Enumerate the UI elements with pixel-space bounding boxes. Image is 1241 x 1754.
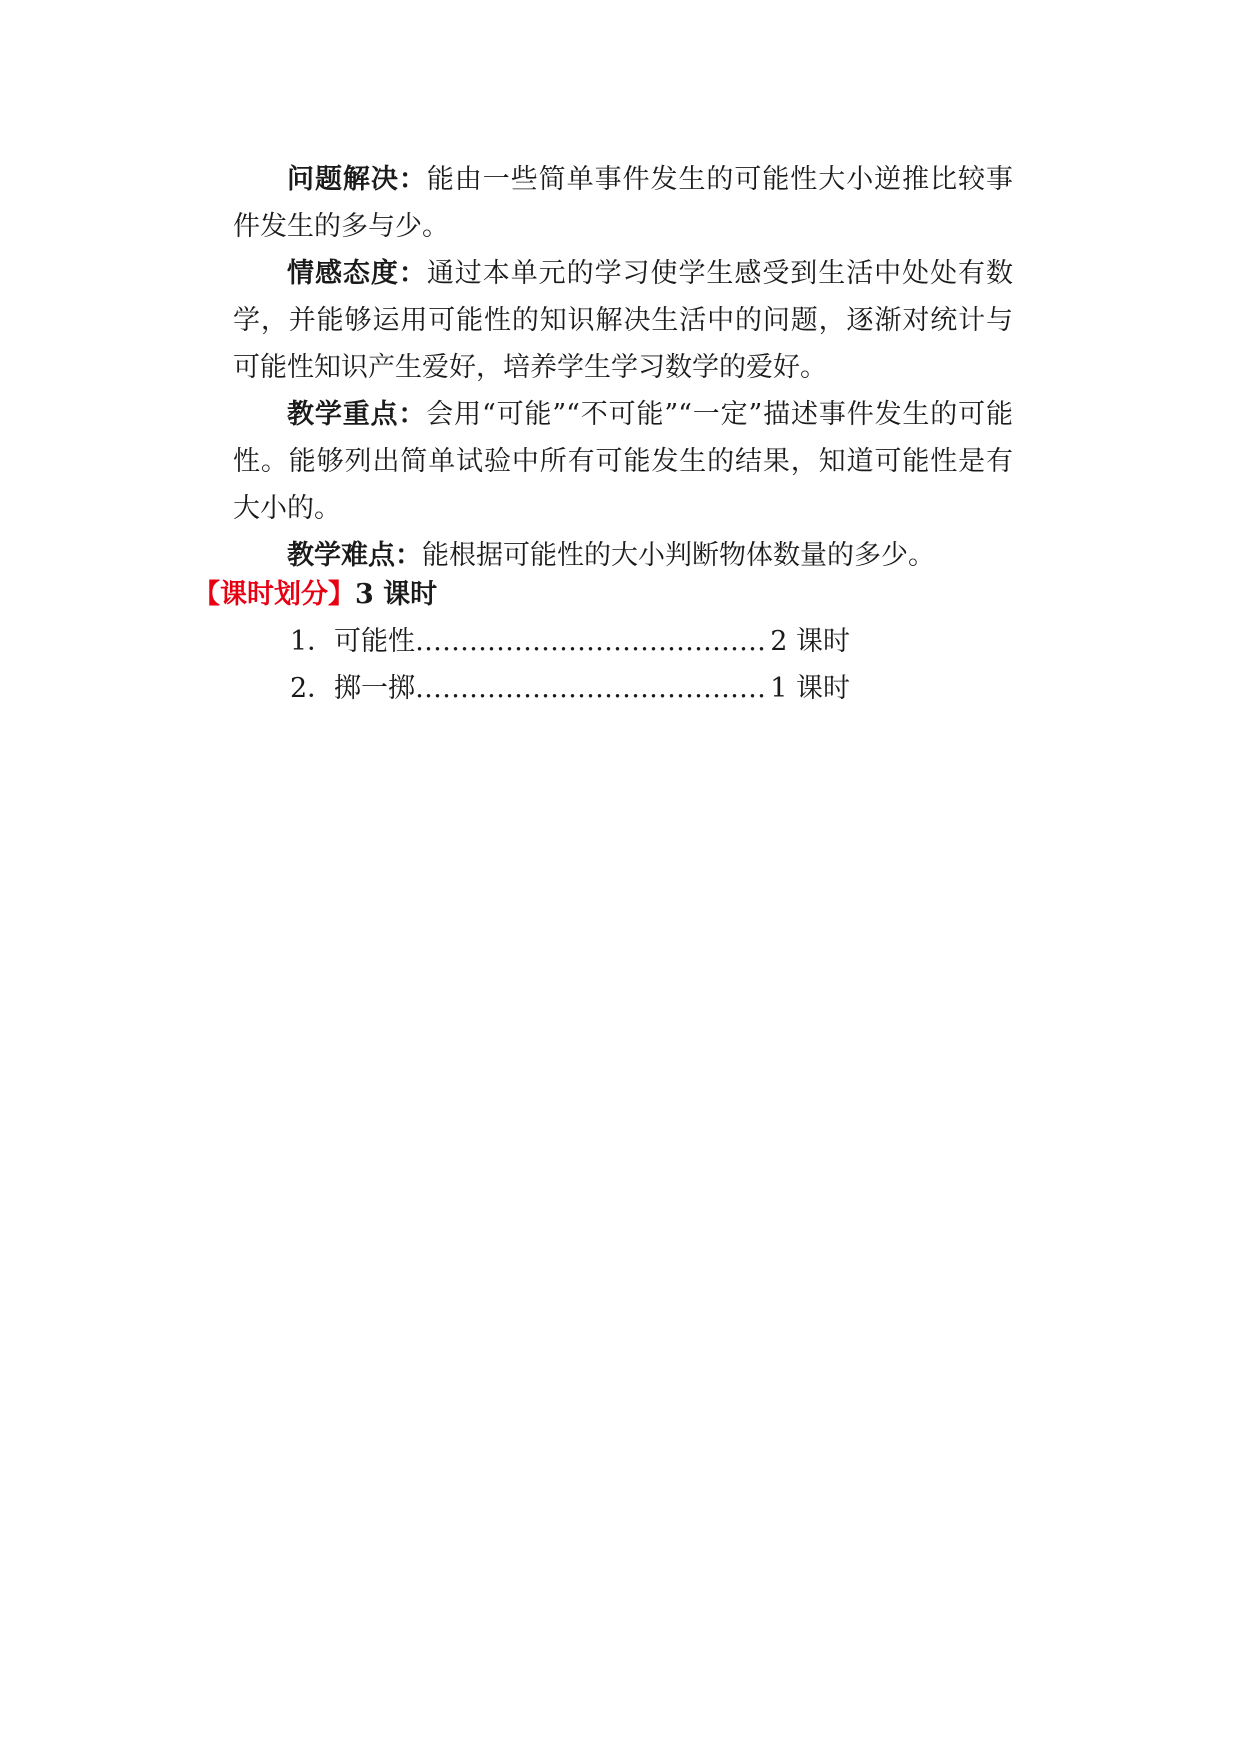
- paragraph-problem-solving: [233, 156, 1013, 250]
- paragraph-text: 能根据可能性的大小判断物体数量的多少。: [422, 540, 935, 571]
- list-item: [290, 665, 850, 712]
- paragraph-text: 会用“可能”“不可能”“一定”描述事件发生的可能性。能够列出简单试验中所有可能发生的结果，知道可能性是有大小的。: [233, 399, 1013, 524]
- lesson-hours: 1 课时: [770, 673, 850, 704]
- paragraph-label: 情感态度：: [287, 258, 427, 289]
- paragraph-text: 通过本单元的学习使学生感受到生活中处处有数学，并能够运用可能性的知识解决生活中的问题，逐渐对统计与可能性知识产生爱好，培养学生学习数学的爱好。: [233, 258, 1014, 383]
- section-total: 3 课时: [355, 579, 438, 610]
- lesson-hours: 2 课时: [770, 626, 850, 657]
- lesson-title: 掷一掷: [334, 673, 415, 704]
- list-number: 2．: [290, 673, 335, 704]
- list-number: 1．: [290, 626, 335, 657]
- paragraph-label: 教学重点：: [287, 399, 427, 430]
- paragraph-label: 教学难点：: [287, 540, 422, 571]
- list-item: [290, 618, 850, 665]
- lesson-title: 可能性: [334, 626, 415, 657]
- paragraph-attitude: [233, 250, 1013, 391]
- body-content: [233, 156, 1013, 579]
- section-title: 【课时划分】: [193, 579, 355, 610]
- paragraph-text: 能由一些简单事件发生的可能性大小逆推比较事件发生的多与少。: [233, 164, 1014, 242]
- leader-dots: …………………………………: [415, 673, 766, 704]
- section-heading: [193, 571, 437, 618]
- paragraph-label: 问题解决：: [287, 164, 427, 195]
- lesson-list: [290, 618, 850, 712]
- leader-dots: …………………………………: [415, 626, 766, 657]
- paragraph-key-points: [233, 391, 1013, 532]
